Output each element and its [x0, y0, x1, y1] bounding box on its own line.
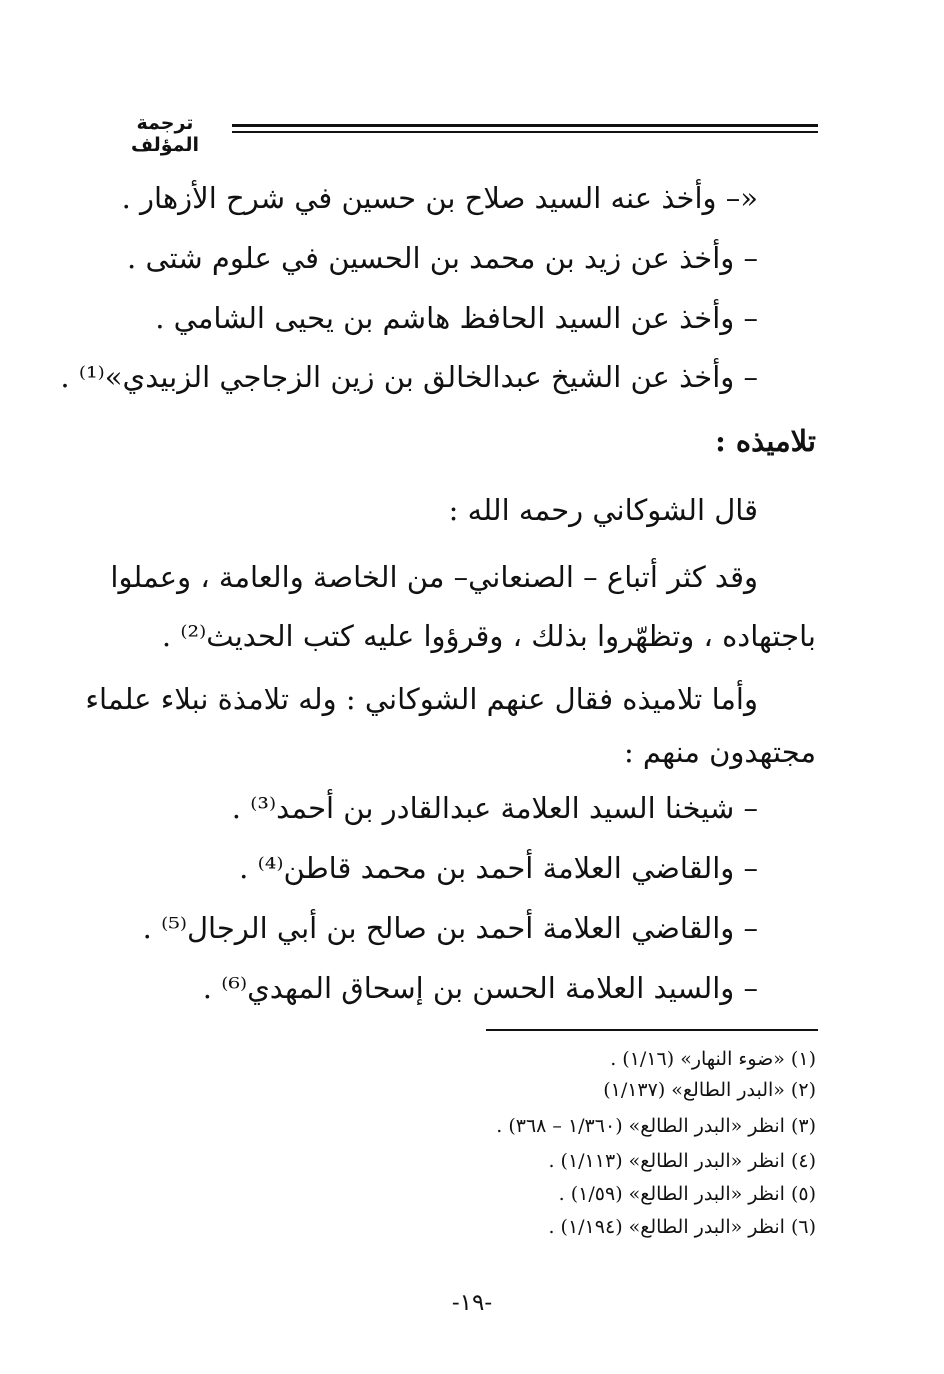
quote-line-1: «– وأخذ عنه السيد صلاح بن حسين في شرح الأزهار .: [121, 181, 758, 215]
footnote-6: (٦) انظر «البدر الطالع» (١/١٩٤) .: [548, 1216, 816, 1238]
intro-line: قال الشوكاني رحمه الله :: [448, 493, 758, 527]
quote-line-2: – وأخذ عن زيد بن محمد بن الحسين في علوم شتى .: [127, 241, 758, 275]
student-line-3: – والقاضي العلامة أحمد بن صالح بن أبي الرجال⁽⁵⁾ .: [142, 911, 758, 945]
footnote-2: (٢) «البدر الطالع» (١/١٣٧): [603, 1079, 816, 1101]
paragraph2-line1: وأما تلاميذه فقال عنهم الشوكاني : وله تلامذة نبلاء علماء: [85, 682, 758, 716]
footnote-separator: [486, 1029, 818, 1031]
footnote-3: (٣) انظر «البدر الطالع» (١/٣٦٠ – ٣٦٨) .: [496, 1115, 816, 1137]
header-rule-thin: [232, 131, 818, 133]
paragraph2-line2: مجتهدون منهم :: [623, 735, 816, 769]
footnote-4: (٤) انظر «البدر الطالع» (١/١١٣) .: [548, 1150, 816, 1172]
paragraph1-line2: باجتهاده ، وتظهّروا بذلك ، وقرؤوا عليه كتب الحديث⁽²⁾ .: [161, 619, 816, 653]
section-heading: تلاميذه :: [715, 424, 816, 458]
running-header-title: ترجمة المؤلف: [130, 112, 200, 156]
student-line-2: – والقاضي العلامة أحمد بن محمد قاطن⁽⁴⁾ .: [239, 851, 758, 885]
student-line-1: – شيخنا السيد العلامة عبدالقادر بن أحمد⁽³⁾ .: [231, 791, 758, 825]
quote-line-4: – وأخذ عن الشيخ عبدالخالق بن زين الزجاجي الزبيدي»⁽¹⁾ .: [60, 360, 758, 394]
paragraph1-line1: وقد كثر أتباع – الصنعاني– من الخاصة والعامة ، وعملوا: [110, 560, 758, 594]
footnote-5: (٥) انظر «البدر الطالع» (١/٥٩) .: [558, 1183, 816, 1205]
quote-line-3: – وأخذ عن السيد الحافظ هاشم بن يحيى الشامي .: [155, 301, 758, 335]
page-number: -١٩-: [451, 1290, 493, 1316]
footnote-1: (١) «ضوء النهار» (١/١٦) .: [610, 1048, 816, 1070]
student-line-4: – والسيد العلامة الحسن بن إسحاق المهدي⁽⁶⁾ .: [202, 971, 758, 1005]
header-rule-thick: [232, 124, 818, 127]
